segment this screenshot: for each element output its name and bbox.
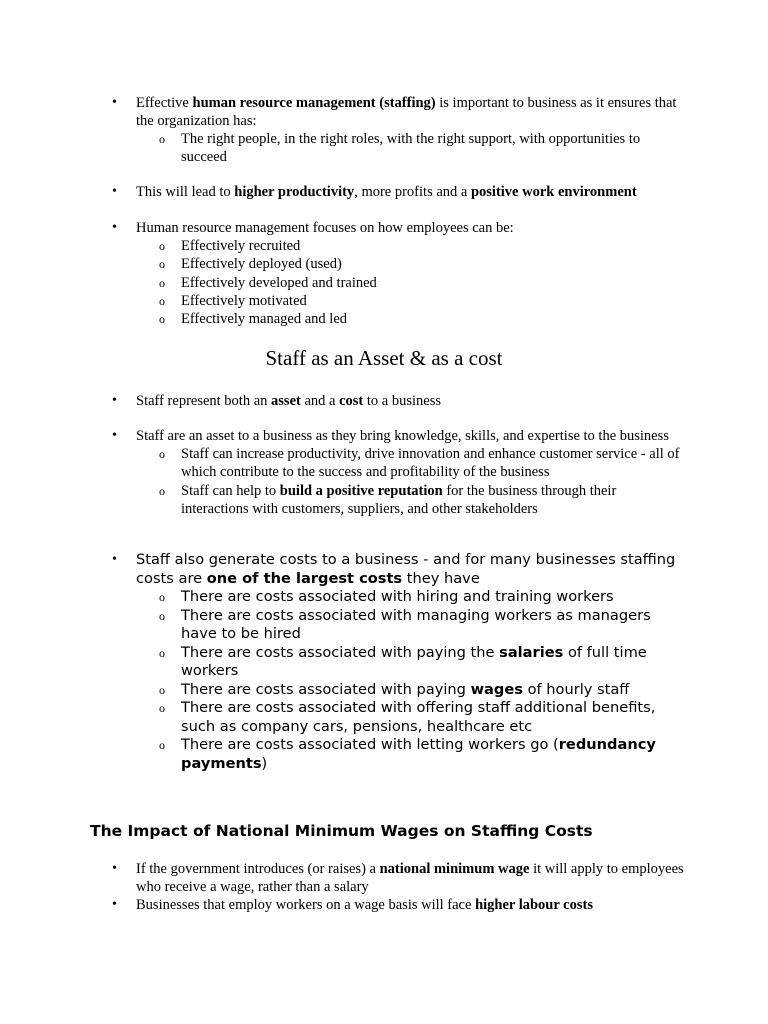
bold-text: human resource management (staffing) — [192, 95, 436, 111]
text: Staff represent both an — [136, 393, 272, 409]
sub-list — [181, 237, 684, 328]
sub-list-item — [181, 681, 684, 700]
bold-text: build a positive reputation — [279, 482, 443, 499]
text: Effective — [136, 95, 193, 111]
text: Human resource management focuses on how employees can be: — [136, 220, 514, 236]
sub-list-item: o Effectively managed and led — [181, 310, 684, 328]
text: of hourly staff — [522, 680, 630, 698]
costs-list — [136, 551, 684, 773]
bold-text: higher productivity — [234, 184, 355, 200]
sub-list-item: o Effectively motivated — [181, 292, 684, 310]
list-item — [136, 219, 684, 328]
intro-list-2 — [136, 183, 684, 201]
sub-list — [181, 445, 684, 518]
sub-list-item: o There are costs associated with hiring and training workers — [181, 588, 684, 607]
sub-list-item: o Effectively developed and trained — [181, 274, 684, 292]
text: of full time workers — [181, 643, 647, 679]
sub-list — [181, 588, 684, 773]
bold-text: asset — [271, 393, 301, 409]
text: There are costs associated with paying — [181, 680, 471, 698]
text: There are costs associated with letting workers go ( — [181, 736, 559, 753]
text: for the business through their interactions with customers, suppliers, and other stakeholders — [181, 482, 617, 517]
text: to a business — [363, 393, 441, 409]
bold-text: higher labour costs — [475, 897, 593, 913]
bold-text: salaries — [499, 643, 564, 661]
text: This will lead to — [136, 184, 235, 200]
list-item — [136, 860, 684, 896]
nmw-list — [136, 860, 684, 914]
section-title: Staff as an Asset & as a cost — [265, 346, 503, 370]
sub-list-item: o Effectively deployed (used) — [181, 255, 684, 273]
asset-list-1 — [136, 392, 684, 410]
list-item — [136, 427, 684, 518]
sub-list-item: o The right people, in the right roles, with the right support, with opportunities to succeed — [181, 130, 684, 167]
text: There are costs associated with paying the — [181, 643, 500, 661]
intro-list-1 — [136, 94, 684, 167]
text: , more profits and a — [354, 184, 471, 200]
sub-list-item — [181, 482, 684, 519]
bold-text: positive work environment — [470, 184, 637, 200]
list-item — [136, 551, 684, 773]
text: Staff also generate costs to a business - and for many businesses staffing costs are — [136, 551, 676, 587]
text: is important to business as it ensures that the organization has: — [136, 95, 677, 129]
sub-list — [181, 130, 684, 167]
text: and a — [300, 393, 340, 409]
asset-list-2 — [136, 427, 684, 518]
sub-list-item — [181, 736, 684, 773]
bold-text: wages — [470, 680, 523, 698]
bold-text: redundancy payments — [181, 736, 656, 772]
bold-text: national minimum wage — [379, 861, 530, 877]
list-item — [136, 94, 684, 167]
list-item — [136, 183, 684, 201]
sub-list-item: o Effectively recruited — [181, 237, 684, 255]
sub-list-item — [181, 644, 684, 681]
list-item — [136, 896, 684, 914]
sub-list-item: o There are costs associated with managing workers as managers have to be hired — [181, 607, 684, 644]
sub-list-item: o Staff can increase productivity, drive innovation and enhance customer service - all of which contribute to the success and profitability of the business — [181, 445, 684, 482]
list-item — [136, 392, 684, 410]
text: it will apply to employees who receive a wage, rather than a salary — [136, 861, 684, 895]
bold-text: cost — [339, 393, 364, 409]
text: If the government introduces (or raises) a — [136, 861, 380, 877]
text: ) — [261, 754, 268, 772]
bold-text: one of the largest costs — [206, 569, 403, 587]
text: they have — [402, 569, 480, 587]
text: Staff can help to — [181, 482, 280, 499]
text: Staff are an asset to a business as they bring knowledge, skills, and expertise to the business — [136, 428, 669, 444]
text: Businesses that employ workers on a wage basis will face — [136, 897, 476, 913]
intro-list-3 — [136, 219, 684, 328]
sub-list-item: o There are costs associated with offering staff additional benefits, such as company cars, pensions, healthcare etc — [181, 699, 684, 736]
nmw-heading: The Impact of National Minimum Wages on Staffing Costs — [90, 822, 593, 840]
